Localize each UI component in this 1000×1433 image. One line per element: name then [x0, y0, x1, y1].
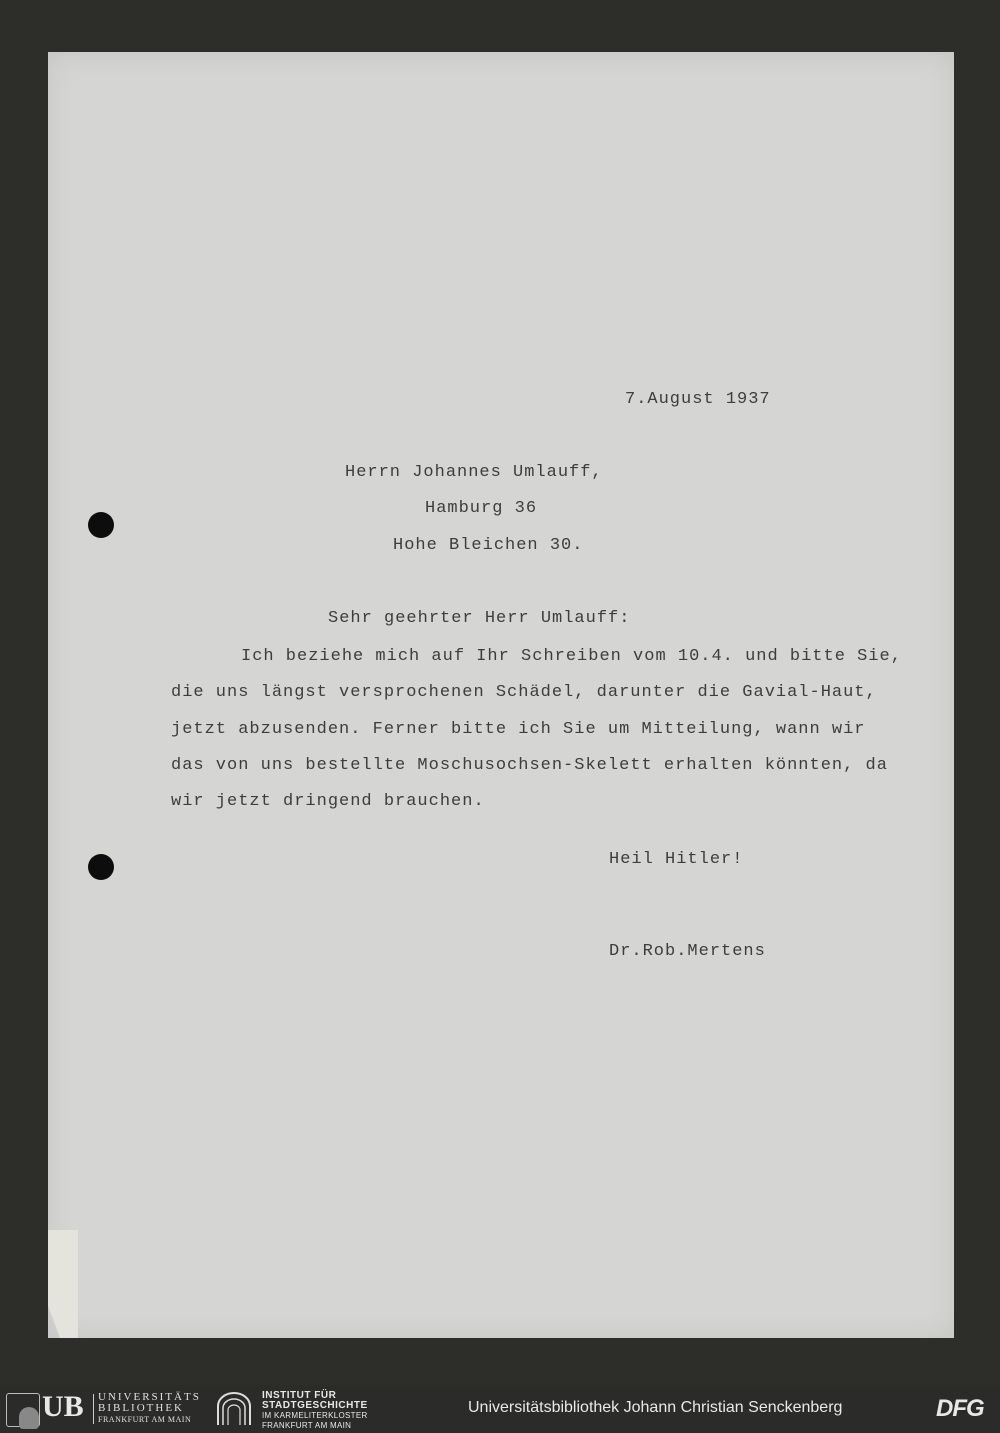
- isg-line: INSTITUT FÜR: [262, 1390, 337, 1401]
- punch-hole: [88, 854, 114, 880]
- body-line: die uns längst versprochenen Schädel, darunter die Gavial-Haut,: [171, 683, 877, 702]
- portrait-icon: [19, 1407, 39, 1429]
- ub-logo-mark: UB: [42, 1390, 84, 1423]
- ub-portrait-logo: [6, 1393, 40, 1427]
- recipient-name: Herrn Johannes Umlauff,: [345, 463, 603, 482]
- ub-line: BIBLIOTHEK: [98, 1402, 184, 1414]
- body-line: Ich beziehe mich auf Ihr Schreiben vom 10.4. und bitte Sie,: [241, 647, 902, 666]
- dfg-logo: DFG: [936, 1395, 984, 1422]
- body-line: das von uns bestellte Moschusochsen-Skelett erhalten könnten, da: [171, 756, 888, 775]
- closing: Heil Hitler!: [609, 850, 744, 869]
- ub-logo-text: [98, 1392, 201, 1425]
- isg-line: IM KARMELITERKLOSTER: [262, 1411, 368, 1420]
- recipient-city: Hamburg 36: [425, 499, 538, 518]
- body-line: wir jetzt dringend brauchen.: [171, 792, 485, 811]
- library-title: Universitätsbibliothek Johann Christian Senckenberg: [468, 1399, 843, 1416]
- signature: Dr.Rob.Mertens: [609, 942, 766, 961]
- isg-line: STADTGESCHICHTE: [262, 1400, 368, 1411]
- letter-date: 7.August 1937: [625, 390, 771, 409]
- salutation: Sehr geehrter Herr Umlauff:: [328, 609, 631, 628]
- footer-bar: [0, 1385, 1000, 1433]
- isg-logo-text: [262, 1391, 368, 1431]
- divider: [93, 1394, 94, 1424]
- body-line: jetzt abzusenden. Ferner bitte ich Sie um Mitteilung, wann wir: [171, 720, 866, 739]
- isg-line: FRANKFURT AM MAIN: [262, 1421, 352, 1430]
- isg-arch-icon: [214, 1392, 254, 1426]
- ub-line: UNIVERSITÄTS: [98, 1391, 201, 1403]
- recipient-street: Hohe Bleichen 30.: [393, 536, 584, 555]
- punch-hole: [88, 512, 114, 538]
- ub-line: FRANKFURT AM MAIN: [98, 1415, 192, 1424]
